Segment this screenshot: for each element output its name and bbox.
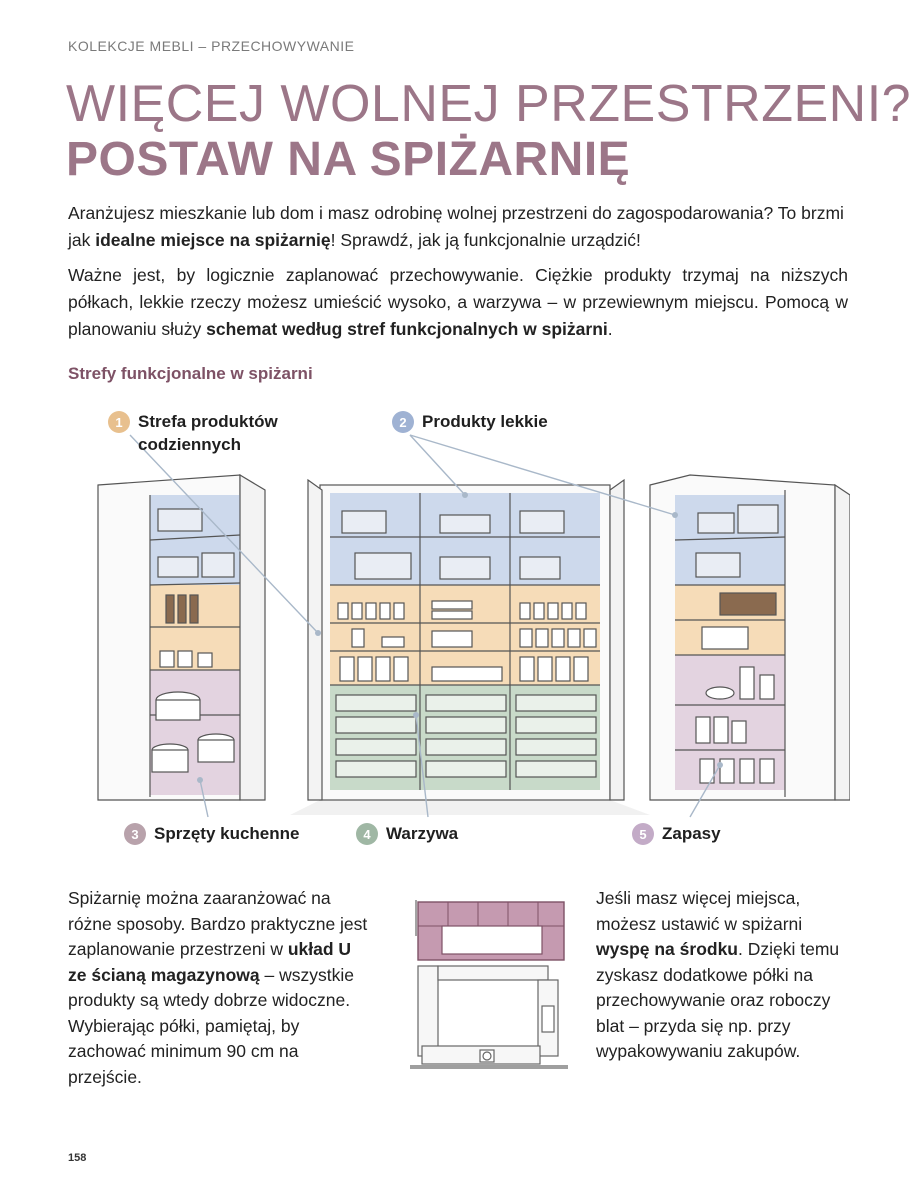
zone-label-3 [124,822,300,845]
layout-u-bold: układ U ze ścianą magazynową [68,939,352,985]
page-number: 158 [68,1152,87,1164]
section-eyebrow: KOLEKCJE MEBLI – PRZECHOWYWANIE [68,38,355,54]
intro-p2-text-a: Ważne jest, by logicznie zaplanować przechowywanie. Ciężkie produkty trzymaj na niższych półkach, lekkie rzeczy możesz umieścić wysoko, a warzywa – w przewiewnym miejscu. Pomocą w planowaniu służy [68,265,848,339]
zone-badge-3: 3 [124,823,146,845]
zone-name-2: Produkty lekkie [422,412,548,431]
intro-p1-text-a: Aranżujesz mieszkanie lub dom i masz odrobinę wolnej przestrzeni do zagospodarowania? To brzmi jak [68,203,844,250]
intro-p2-text-b: . [607,319,613,339]
pantry-illustration [90,405,850,845]
intro-paragraph-2 [68,262,848,343]
left-cabinet [98,475,265,800]
zone-name-1: Strefa produktów codziennych [138,412,278,454]
intro-p2-bold: schemat według stref funkcjonalnych w spiżarni [206,319,608,339]
layout-u-text-b: – wszystkie produkty są wtedy dobrze widoczne. Wybierając półki, pamiętaj, by zachować minimum 90 cm na przejście. [68,964,354,1087]
intro-p1-text-b: ! Sprawdź, jak ją funkcjonalnie urządzić! [330,230,641,250]
island-bold: wyspę na środku [596,939,738,959]
zone-label-2 [392,410,548,433]
zone-badge-1: 1 [108,411,130,433]
island-paragraph [596,886,846,1065]
intro-p1-bold: idealne miejsce na spiżarnię [95,230,331,250]
section-title: Strefy funkcjonalne w spiżarni [68,364,313,383]
layout-u-paragraph [68,886,368,1090]
center-cabinet [308,480,624,800]
zone-name-5: Zapasy [662,824,721,843]
right-cabinet [650,475,850,800]
layout-u-text-a: Spiżarnię można zaaranżować na różne sposoby. Bardzo praktyczne jest zaplanowanie przestrzeni w [68,888,368,959]
zone-label-4 [356,822,458,845]
zone-badge-2: 2 [392,411,414,433]
zone-badge-5: 5 [632,823,654,845]
zone-badge-4: 4 [356,823,378,845]
floor-plan-diagram [408,896,574,1076]
page-title-bold: POSTAW NA SPIŻARNIĘ [66,133,631,186]
island-text-a: Jeśli masz więcej miejsca, możesz ustawić w spiżarni [596,888,803,934]
zone-name-4: Warzywa [386,824,459,843]
intro-paragraph-1 [68,200,848,254]
page-title-light: WIĘCEJ WOLNEJ PRZESTRZENI? [66,75,912,133]
zone-name-3: Sprzęty kuchenne [154,824,300,843]
island-text-b: . Dzięki temu zyskasz dodatkowe półki na przechowywanie oraz roboczy blat – przyda się np. przy wypakowywaniu zakupów. [596,939,840,1061]
zone-label-1 [108,410,308,456]
zone-label-5 [632,822,721,845]
